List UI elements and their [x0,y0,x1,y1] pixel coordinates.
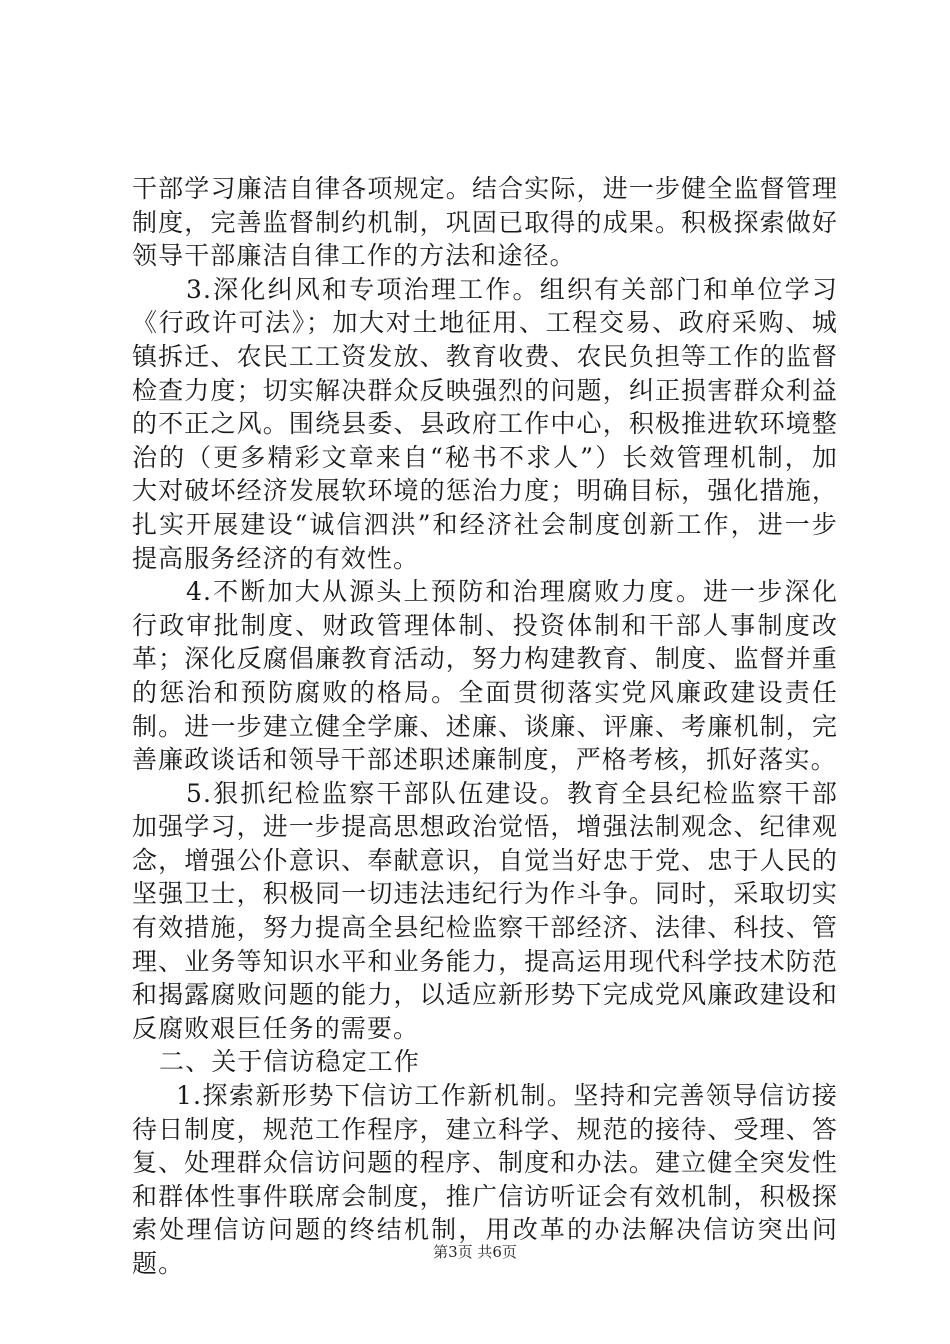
paragraph-item-4: 4.不断加大从源头上预防和治理腐败力度。进一步深化行政审批制度、财政管理体制、投资体制和干部人事制度改革；深化反腐倡廉教育活动，努力构建教育、制度、监督并重的惩治和预防腐败的格局。全面贯彻落实党风廉政建设责任制。进一步建立健全学廉、述廉、谈廉、评廉、考廉机制，完善廉政谈话和领导干部述职述廉制度，严格考核，抓好落实。 [132,577,838,775]
page-number-footer: 第3页 共6页 [433,1243,517,1261]
paragraph-item-1: 1.探索新形势下信访工作新机制。坚持和完善领导信访接待日制度，规范工作程序，建立科学、规范的接待、受理、答复、处理群众信访问题的程序、制度和办法。建立健全突发性和群体性事件联席会制度，推广信访听证会有效机制，积极探索处理信访问题的终结机制，用改革的办法解决信访突出问题。 [132,1081,838,1278]
document-body [132,172,838,1281]
paragraph-item-3: 3.深化纠风和专项治理工作。组织有关部门和单位学习《行政许可法》；加大对土地征用、工程交易、政府采购、城镇拆迁、农民工工资发放、教育收费、农民负担等工作的监督检查力度；切实解决群众反映强烈的问题，纠正损害群众利益的不正之风。围绕县委、县政府工作中心，积极推进软环境整治的（更多精彩文章来自“秘书不求人”）长效管理机制，加大对破坏经济发展软环境的惩治力度；明确目标，强化措施，扎实开展建设“诚信泗洪”和经济社会制度创新工作，进一步提高服务经济的有效性。 [132,274,838,573]
section-heading: 二、关于信访稳定工作 [159,1047,421,1077]
paragraph-continuation: 干部学习廉洁自律各项规定。结合实际，进一步健全监督管理制度，完善监督制约机制，巩固已取得的成果。积极探索做好领导干部廉洁自律工作的方法和途径。 [132,174,838,271]
paragraph-item-5: 5.狠抓纪检监察干部队伍建设。教育全县纪检监察干部加强学习，进一步提高思想政治觉悟，增强法制观念、纪律观念，增强公仆意识、奉献意识，自觉当好忠于党、忠于人民的坚强卫士，积极同一切违法违纪行为作斗争。同时，采取切实有效措施，努力提高全县纪检监察干部经济、法律、科技、管理、业务等知识水平和业务能力，提高运用现代科学技术防范和揭露腐败问题的能力，以适应新形势下完成党风廉政建设和反腐败艰巨任务的需要。 [132,778,838,1043]
